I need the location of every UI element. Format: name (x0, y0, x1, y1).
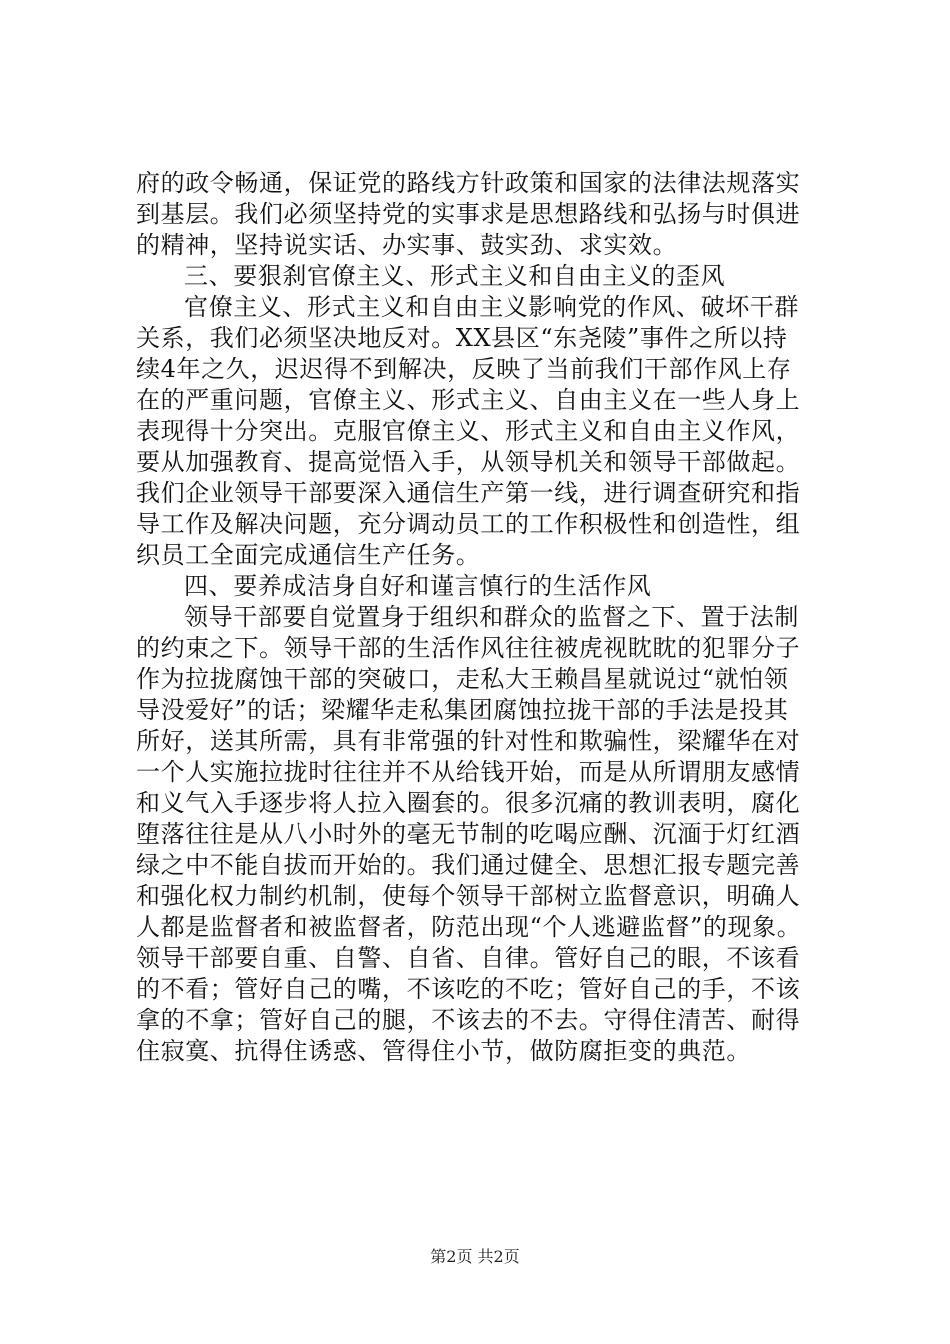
text-line: 织员工全面完成通信生产任务。 (136, 541, 481, 569)
text-line: 导没爱好”的话；梁耀华走私集团腐蚀拉拢干部的手法是投其 (136, 696, 789, 724)
text-line: 和义气入手逐步将人拉入圈套的。很多沉痛的教训表明，腐化 (136, 789, 801, 817)
text-line: 关系，我们必须坚决地反对。XX县区“东尧陵”事件之所以持 (136, 324, 788, 352)
text-line: 一个人实施拉拢时往往并不从给钱开始，而是从所谓朋友感情 (136, 758, 801, 786)
page-number: 第2页 共2页 (430, 1247, 520, 1266)
text-line: 到基层。我们必须坚持党的实事求是思想路线和弘扬与时俱进 (136, 200, 801, 228)
text-line: 导工作及解决问题，充分调动员工的工作积极性和创造性，组 (136, 510, 801, 538)
text-line: 我们企业领导干部要深入通信生产第一线，进行调查研究和指 (136, 479, 801, 507)
text-line: 要从加强教育、提高觉悟入手，从领导机关和领导干部做起。 (136, 448, 801, 476)
text-line: 绿之中不能自拔而开始的。我们通过健全、思想汇报专题完善 (136, 851, 801, 879)
text-line: 领导干部要自重、自警、自省、自律。管好自己的眼，不该看 (136, 944, 801, 972)
text-line: 住寂寞、抗得住诱惑、管得住小节，做防腐拒变的典范。 (136, 1037, 751, 1065)
paragraph-first-line: 领导干部要自觉置身于组织和群众的监督之下、置于法制 (184, 603, 799, 631)
text-line: 人都是监督者和被监督者，防范出现“个人逃避监督”的现象。 (136, 913, 802, 941)
paragraph-first-line: 官僚主义、形式主义和自由主义影响党的作风、破坏干群 (184, 293, 799, 321)
text-line: 的精神，坚持说实话、办实事、鼓实劲、求实效。 (136, 231, 678, 259)
text-line: 拿的不拿；管好自己的腿，不该去的不去。守得住清苦、耐得 (136, 1006, 801, 1034)
text-line: 续4年之久，迟迟得不到解决，反映了当前我们干部作风上存 (136, 355, 792, 383)
page-footer (0, 1247, 950, 1267)
text-line: 的不看；管好自己的嘴，不该吃的不吃；管好自己的手，不该 (136, 975, 801, 1003)
text-line: 和强化权力制约机制，使每个领导干部树立监督意识，明确人 (136, 882, 801, 910)
text-line: 表现得十分突出。克服官僚主义、形式主义和自由主义作风， (136, 417, 801, 445)
text-line: 在的严重问题，官僚主义、形式主义、自由主义在一些人身上 (136, 386, 801, 414)
text-line: 所好，送其所需，具有非常强的针对性和欺骗性，梁耀华在对 (136, 727, 801, 755)
text-line: 作为拉拢腐蚀干部的突破口，走私大王赖昌星就说过“就怕领 (136, 665, 789, 693)
text-line: 的约束之下。领导干部的生活作风往往被虎视眈眈的犯罪分子 (136, 634, 801, 662)
text-line: 府的政令畅通，保证党的路线方针政策和国家的法律法规落实 (136, 169, 801, 197)
section-heading: 四、要养成洁身自好和谨言慎行的生活作风 (184, 572, 652, 600)
text-line: 堕落往往是从八小时外的毫无节制的吃喝应酬、沉湎于灯红酒 (136, 820, 801, 848)
section-heading: 三、要狠刹官僚主义、形式主义和自由主义的歪风 (184, 262, 726, 290)
document-body (136, 168, 836, 1067)
